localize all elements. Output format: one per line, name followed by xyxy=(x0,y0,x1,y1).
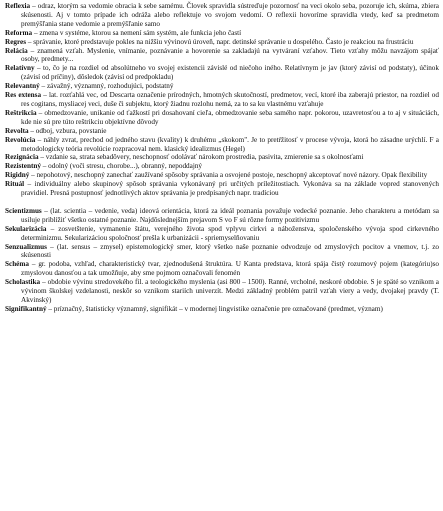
entry-definition: – lat. rozťahlá vec, od Descarta označenie prírodných, hmotných skutočností, predmetov, vecí, ktoré iba zaberajú priestor, na rozdiel od res cogitans, mysliacej veci, duše či subjektu, ktorý žiadnu rozlohu nemá, za to sa ku vlastnému vzťahuje xyxy=(21,91,439,108)
entry-term: Reštrikcia xyxy=(5,108,37,117)
glossary-entry xyxy=(5,64,439,82)
entry-term: Rezistentný xyxy=(5,162,41,171)
entry-definition: – (lat. scientia – vedenie, veda) ideová orientácia, ktorá za ideál poznania považuje vedecké poznanie. Jeho charakteru a metódam sa usiluje priblížiť všetko ostatné poznanie. Najdôslednejším prejavom S vo F sú rôzne formy pozitivizmu xyxy=(21,206,439,224)
entry-term: Scientizmus xyxy=(5,206,42,215)
entry-term: Regres xyxy=(5,37,27,46)
glossary-entry xyxy=(5,2,439,29)
glossary-entry xyxy=(5,109,439,127)
entry-term: Revolta xyxy=(5,126,29,135)
entry-definition: – odboj, vzbura, povstanie xyxy=(28,126,107,135)
glossary-entry xyxy=(5,153,439,162)
glossary-entry xyxy=(5,171,439,180)
entry-definition: – odraz, ktorým sa vedomie obracia k sebe samému. Človek spravidla sústreďuje pozornosť na veci okolo seba, pozoruje ich, skúma, zbiera skúsenosti. Aj v tomto prípade ich odráža alebo reflektuje vo svojom vedomí. O reflexii hovoríme spravidla vtedy, keď sa predmetom premýšľania stane vedomie a premýšľanie samo xyxy=(21,2,439,28)
entry-definition: – individuálny alebo skupinový spôsob správania vykonávaný pri určitých príležitostiach. Vykonáva sa na základe vopred stanovených pravidiel. Presná postupnosť jednotlivých aktov správania je predpísaných napr. tradíciou xyxy=(21,180,439,198)
entry-term: Relevantný xyxy=(5,82,40,91)
glossary-entry xyxy=(5,243,439,261)
entry-definition: – príznačný, štatisticky významný, signifikát – v modernej lingvistike označenie pre označované (predmet, význam) xyxy=(46,304,383,313)
entry-definition: – nepohotový, neschopný zanechať zaužívané spôsoby správania a osvojené postoje, neschopný akceptovať nové názory. Opak flexibility xyxy=(29,171,428,180)
entry-definition: – (lat. sensus – zmysel) epistemologický smer, ktorý všetko naše poznanie odvodzuje od zmyslových pocitov a vnemov, t.j. zo skúsenosti xyxy=(21,242,439,260)
glossary-entry xyxy=(5,136,439,154)
entry-term: Relatívny xyxy=(5,64,35,73)
entry-term: Res extensa xyxy=(5,91,42,100)
entry-term: Rigidný xyxy=(5,171,30,180)
entry-term: Relácia xyxy=(5,46,28,55)
entry-term: Reforma xyxy=(5,28,33,37)
glossary-entry xyxy=(5,207,439,225)
entry-definition: – náhly zvrat, prechod od jedného stavu (kvality) k druhému „skokom". Je to pretŕžitosť v procese vývoja, ktorá ho zásadne urýchlí. F a metodologicky teória revolúcie rozpracoval nem. klasický idealizmus (Hegel) xyxy=(21,135,439,153)
entry-definition: – zosvetštenie, vymanenie štátu, verejného života spod vplyvu cirkvi a náboženstva, spoločenského vývoja spod cirkevného determinizmu. Sekularizáciou spoločnosť prešla k urbanizácii - spriemyselňovaniu xyxy=(21,224,439,242)
entry-term: Senzualizmus xyxy=(5,242,47,251)
glossary-entry xyxy=(5,260,439,278)
entry-term: Revolúcia xyxy=(5,135,36,144)
glossary-entry xyxy=(5,180,439,198)
entry-definition: – gr. podoba, vzhľad, charakteristický tvar, zjednodušená štruktúra. U Kanta predstava, ktorá spája čistý rozumový pojem (kategóriu)so zmyslovou danosťou a tak umožňuje, aby sme pojmom označovali fenomén xyxy=(21,260,439,278)
glossary-entries xyxy=(5,2,439,314)
entry-term: Reflexia xyxy=(5,2,31,10)
entry-definition: – znamená vzťah. Myslenie, vnímanie, poznávanie a hovorenie sa zakladajú na vytváraní vzťahov. Tieto vzťahy môžu navzájom spájať osoby, predmety... xyxy=(21,46,439,64)
glossary-entry xyxy=(5,47,439,65)
entry-definition: – zmena v systéme, ktorou sa nemení sám systém, ale funkcia jeho častí xyxy=(32,28,242,37)
glossary-entry xyxy=(5,162,439,171)
glossary-entry xyxy=(5,82,439,91)
glossary-entry xyxy=(5,127,439,136)
entry-definition: – odolný (voči stresu, chorobe...), obranný, nepoddajný xyxy=(40,162,203,171)
entry-term: Signifikantný xyxy=(5,304,47,313)
entry-term: Sekularizácia xyxy=(5,224,47,233)
glossary-entry xyxy=(5,278,439,305)
entry-definition: – vzdanie sa, strata sebadôvery, neschopnosť odolávať nárokom prostredia, pasivita, zmierenie sa s okolnosťami xyxy=(38,153,364,162)
entry-definition: – obdobie vývinu stredovekého fil. a teologického myslenia (asi 800 – 1500). Ranné, vrcholné, neskoré obdobie. S je späté so vznikom a vývinom školskej vzdelanosti, neskôr so vznikom stariích univerzít. Medzi základný problém patril vzťah viery a vedy, dvojakej pravdy (T. Akvinský) xyxy=(21,278,439,304)
glossary-entry xyxy=(5,29,439,38)
entry-definition: – správanie, ktoré predstavuje pokles na nižšiu vývinovú úroveň, napr. detinské správanie u dospelého. Často je reakciou na frustráciu xyxy=(26,37,414,46)
entry-definition: – obmedzovanie, unikanie od ťažkostí pri dosahovaní cieľa, obmedzovanie seba samého napr. pokorou, uzavretosťou a to aj v situáciách, kde nie sú pre túto reštrikciu objektívne dôvody xyxy=(21,108,439,126)
section-gap xyxy=(5,198,439,207)
entry-definition: – závažný, významný, rozhodujúci, podstatný xyxy=(39,82,174,91)
glossary-entry xyxy=(5,91,439,109)
entry-term: Rituál xyxy=(5,180,25,189)
entry-term: Schéma xyxy=(5,260,29,269)
entry-term: Rezignácia xyxy=(5,153,39,162)
glossary-entry xyxy=(5,225,439,243)
entry-definition: – to, čo je na rozdiel od absolútneho vo svojej existencii závislé od niečoho iného. Relatívnym je jav (ktorý závisí od podstaty), účinok (závisí od príčiny), dôsledok (závisí od predpokladu) xyxy=(21,64,439,82)
entry-term: Scholastika xyxy=(5,278,41,287)
glossary-entry xyxy=(5,305,439,314)
glossary-entry xyxy=(5,38,439,47)
